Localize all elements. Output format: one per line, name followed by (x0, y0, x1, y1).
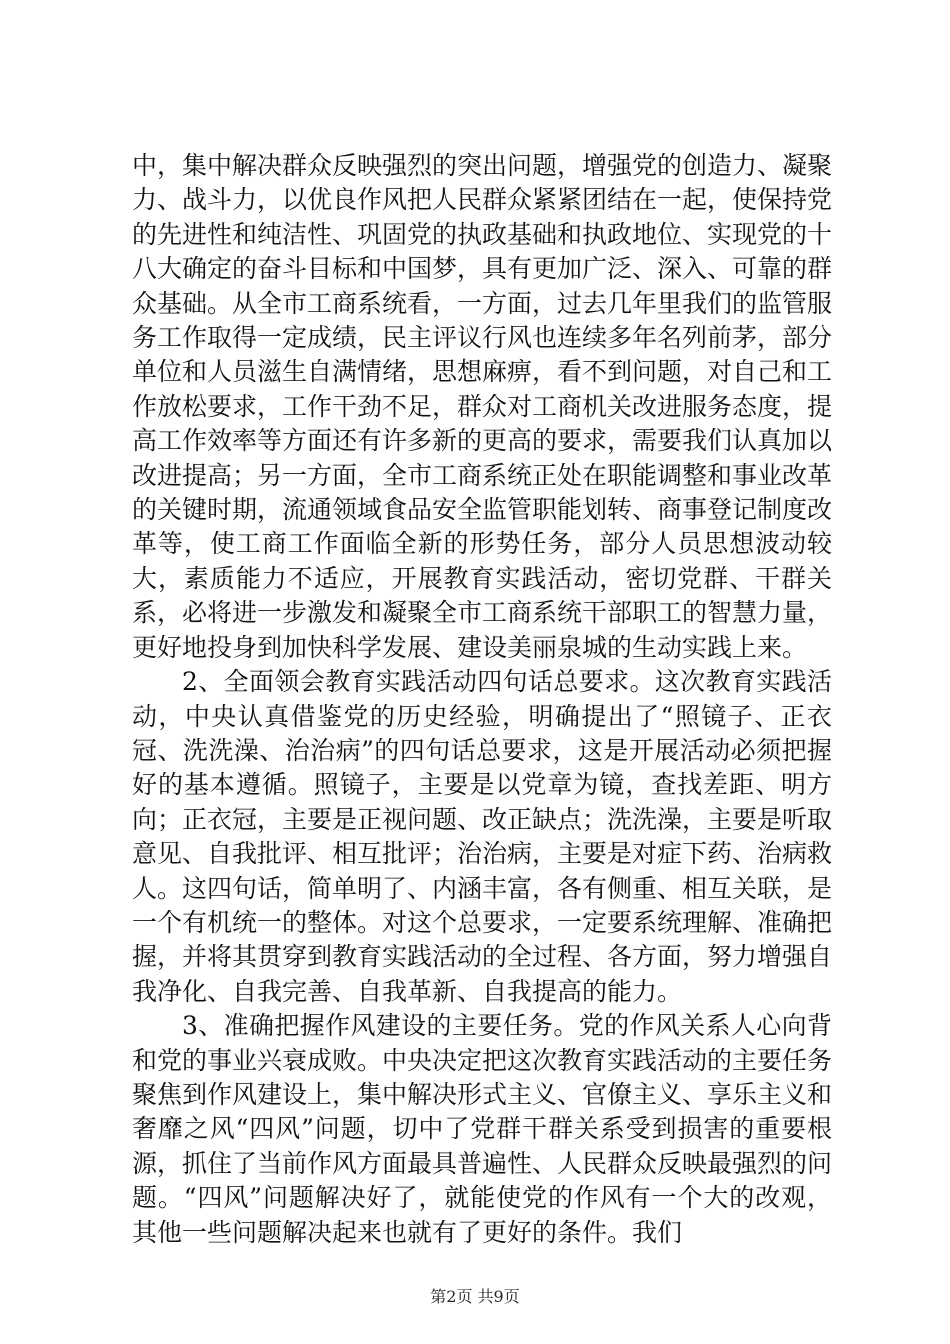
body-text (132, 149, 832, 1250)
page-footer: 第2页 共9页 (430, 1287, 520, 1306)
paragraph-1: 中，集中解决群众反映强烈的突出问题，增强党的创造力、凝聚力、战斗力，以优良作风把人民群众紧紧团结在一起，使保持党的先进性和纯洁性、巩固党的执政基础和执政地位、实现党的十八大确定的奋斗目标和中国梦，具有更加广泛、深入、可靠的群众基础。从全市工商系统看，一方面，过去几年里我们的监管服务工作取得一定成绩，民主评议行风也连续多年名列前茅，部分单位和人员滋生自满情绪，思想麻痹，看不到问题，对自己和工作放松要求，工作干劲不足，群众对工商机关改进服务态度，提高工作效率等方面还有许多新的更高的要求，需要我们认真加以改进提高；另一方面，全市工商系统正处在职能调整和事业改革的关键时期，流通领域食品安全监管职能划转、商事登记制度改革等，使工商工作面临全新的形势任务，部分人员思想波动较大，素质能力不适应，开展教育实践活动，密切党群、干群关系，必将进一步激发和凝聚全市工商系统干部职工的智慧力量，更好地投身到加快科学发展、建设美丽泉城的生动实践上来。 (132, 151, 833, 662)
paragraph-2: 2、全面领会教育实践活动四句话总要求。这次教育实践活动，中央认真借鉴党的历史经验，明确提出了“照镜子、正衣冠、洗洗澡、治治病”的四句话总要求，这是开展活动必须把握好的基本遵循。照镜子，主要是以党章为镜，查找差距、明方向；正衣冠，主要是正视问题、改正缺点；洗洗澡，主要是听取意见、自我批评、相互批评；治治病，主要是对症下药、治病救人。这四句话，简单明了、内涵丰富，各有侧重、相互关联，是一个有机统一的整体。对这个总要求，一定要系统理解、准确把握，并将其贯穿到教育实践活动的全过程、各方面，努力增强自我净化、自我完善、自我革新、自我提高的能力。 (132, 667, 833, 1006)
paragraph-3: 3、准确把握作风建设的主要任务。党的作风关系人心向背和党的事业兴衰成败。中央决定把这次教育实践活动的主要任务聚焦到作风建设上，集中解决形式主义、官僚主义、享乐主义和奢靡之风“四风”问题，切中了党群干群关系受到损害的重要根源，抓住了当前作风方面最具普遍性、人民群众反映最强烈的问题。“四风”问题解决好了，就能使党的作风有一个大的改观，其他一些问题解决起来也就有了更好的条件。我们 (132, 1011, 833, 1247)
